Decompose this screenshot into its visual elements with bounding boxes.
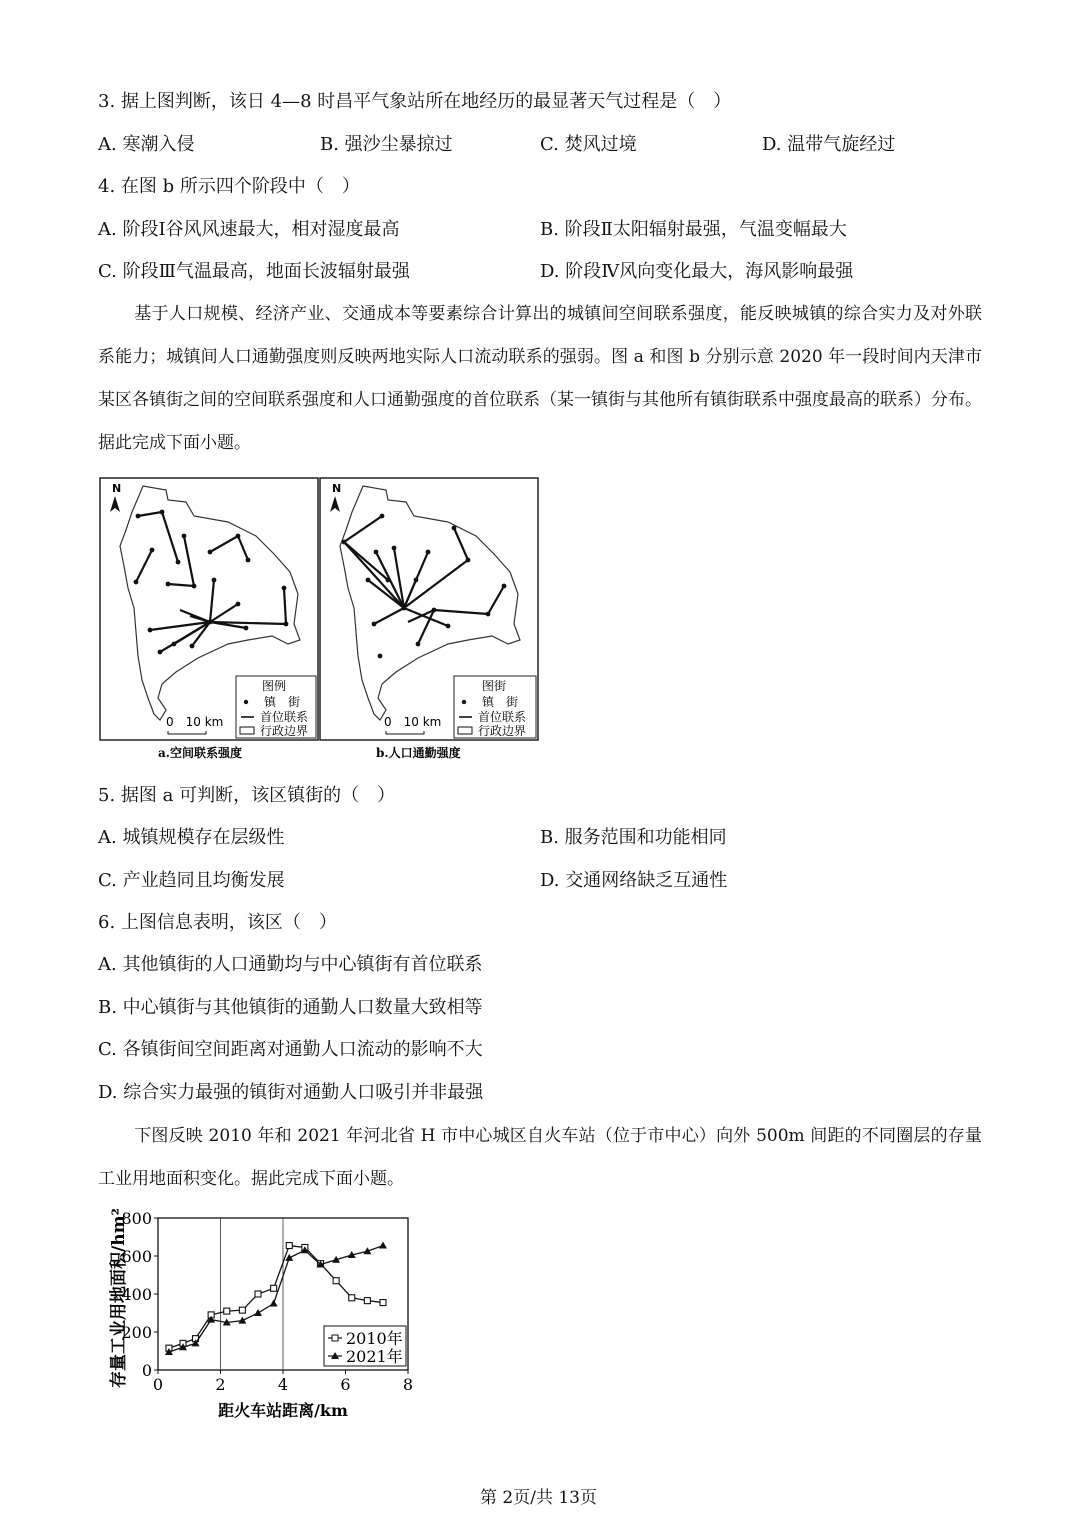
q5-option-c: C. 产业趋同且均衡发展 <box>98 870 285 891</box>
q3-option-d: D. 温带气旋经过 <box>762 134 896 155</box>
chart-ytick-label-3: 600 <box>121 1247 152 1266</box>
chart-legend-label-0: 2010年 <box>346 1329 403 1348</box>
q3-stem: 3. 据上图判断，该日 4—8 时昌平气象站所在地经历的最显著天气过程是（ ） <box>98 91 732 112</box>
q6-option-a: A. 其他镇街的人口通勤均与中心镇街有首位联系 <box>98 954 483 975</box>
map-a <box>100 478 318 760</box>
q6-option-c: C. 各镇街间空间距离对通勤人口流动的影响不大 <box>98 1039 483 1060</box>
chart-xlabel: 距火车站距离/km <box>218 1401 348 1420</box>
map-a-legend-link: 首位联系 <box>260 710 309 724</box>
q6-stem: 6. 上图信息表明，该区（ ） <box>98 912 337 933</box>
map-b-caption: b.人口通勤强度 <box>376 746 461 760</box>
q5-stem: 5. 据图 a 可判断，该区镇街的（ ） <box>98 785 396 806</box>
svg-text:N: N <box>332 482 342 495</box>
q4-stem: 4. 在图 b 所示四个阶段中（ ） <box>98 176 360 197</box>
chart-xtick-label-3: 6 <box>340 1375 351 1394</box>
page-footer: 第 2页/共 13页 <box>480 1488 597 1508</box>
q6-option-b: B. 中心镇街与其他镇街的通勤人口数量大致相等 <box>98 997 483 1018</box>
chart-point-1-7 <box>270 1300 278 1307</box>
passage-2: 下图反映 2010 年和 2021 年河北省 H 市中心城区自火车站（位于市中心）向外 500m 间距的不同圈层的存量工业用地面积变化。据此完成下面小题。 <box>98 1126 982 1189</box>
chart-point-0-13 <box>364 1298 370 1304</box>
chart-series <box>165 1242 406 1366</box>
chart-point-0-5 <box>239 1307 245 1313</box>
chart-xtick-label-4: 8 <box>402 1375 414 1394</box>
map-b-legend-boundary: 行政边界 <box>478 724 527 738</box>
chart-point-0-12 <box>349 1295 355 1301</box>
map-a-legend-town: 镇 街 <box>264 695 301 709</box>
chart-point-0-11 <box>333 1278 339 1284</box>
map-a-legend-boundary: 行政边界 <box>260 724 309 738</box>
chart-ytick-label-0: 0 <box>141 1361 152 1380</box>
town-linkage-maps <box>98 476 540 766</box>
chart-xtick-label-0: 0 <box>152 1375 164 1394</box>
chart-xtick-label-1: 2 <box>215 1375 226 1394</box>
chart-point-1-6 <box>254 1309 262 1316</box>
chart-ylabel: 存量工业用地面积/hm² <box>109 1207 129 1389</box>
chart-ytick-label-2: 400 <box>121 1285 152 1304</box>
q5-option-d: D. 交通网络缺乏互通性 <box>540 870 728 891</box>
map-b-scale: 0 10 km <box>384 715 442 729</box>
chart-legend-marker-0 <box>332 1335 338 1341</box>
industrial-land-chart <box>98 1200 428 1425</box>
map-b-legend-link: 首位联系 <box>478 710 527 724</box>
q4-option-a: A. 阶段Ⅰ谷风风速最大，相对湿度最高 <box>98 219 400 240</box>
passage-1: 基于人口规模、经济产业、交通成本等要素综合计算出的城镇间空间联系强度，能反映城镇的综合实力及对外联系能力；城镇间人口通勤强度则反映两地实际人口流动联系的强弱。图 a 和图 b 分别示意 2020 年一段时间内天津市某区各镇街之间的空间联系强度和人口通勤强度的首位联系（某一镇街与其他所有镇街联系中强度最高的联系）分布。据此完成下面小题。 <box>98 304 982 453</box>
map-a-caption: a.空间联系强度 <box>158 746 242 760</box>
map-a-legend-title: 图例 <box>262 679 287 693</box>
chart-point-0-6 <box>255 1291 261 1297</box>
chart-point-0-7 <box>271 1285 277 1291</box>
svg-text:N: N <box>112 482 122 495</box>
map-b-legend-town: 镇 街 <box>482 695 519 709</box>
q5-option-b: B. 服务范围和功能相同 <box>540 827 727 848</box>
chart-ytick-label-1: 200 <box>121 1323 152 1342</box>
chart-point-1-14 <box>379 1242 387 1249</box>
chart-point-0-14 <box>380 1300 386 1306</box>
chart-point-0-4 <box>224 1308 230 1314</box>
map-b <box>320 478 538 760</box>
q4-option-c: C. 阶段Ⅲ气温最高，地面长波辐射最强 <box>98 261 410 282</box>
q4-option-b: B. 阶段Ⅱ太阳辐射最强，气温变幅最大 <box>540 219 847 240</box>
chart-point-0-8 <box>286 1243 292 1249</box>
q6-option-d: D. 综合实力最强的镇街对通勤人口吸引并非最强 <box>98 1082 484 1103</box>
chart-xtick-label-2: 4 <box>277 1375 289 1394</box>
q3-option-c: C. 焚风过境 <box>540 134 637 155</box>
q5-option-a: A. 城镇规模存在层级性 <box>98 827 285 848</box>
chart-point-1-5 <box>238 1317 246 1324</box>
chart-ytick-label-4: 800 <box>121 1209 152 1228</box>
chart-legend-label-1: 2021年 <box>346 1347 403 1366</box>
map-a-scale: 0 10 km <box>166 715 224 729</box>
q3-option-b: B. 强沙尘暴掠过 <box>320 134 453 155</box>
q3-option-a: A. 寒潮入侵 <box>98 134 195 155</box>
q4-option-d: D. 阶段Ⅳ风向变化最大，海风影响最强 <box>540 261 854 282</box>
map-b-legend-title: 图街 <box>482 679 507 693</box>
